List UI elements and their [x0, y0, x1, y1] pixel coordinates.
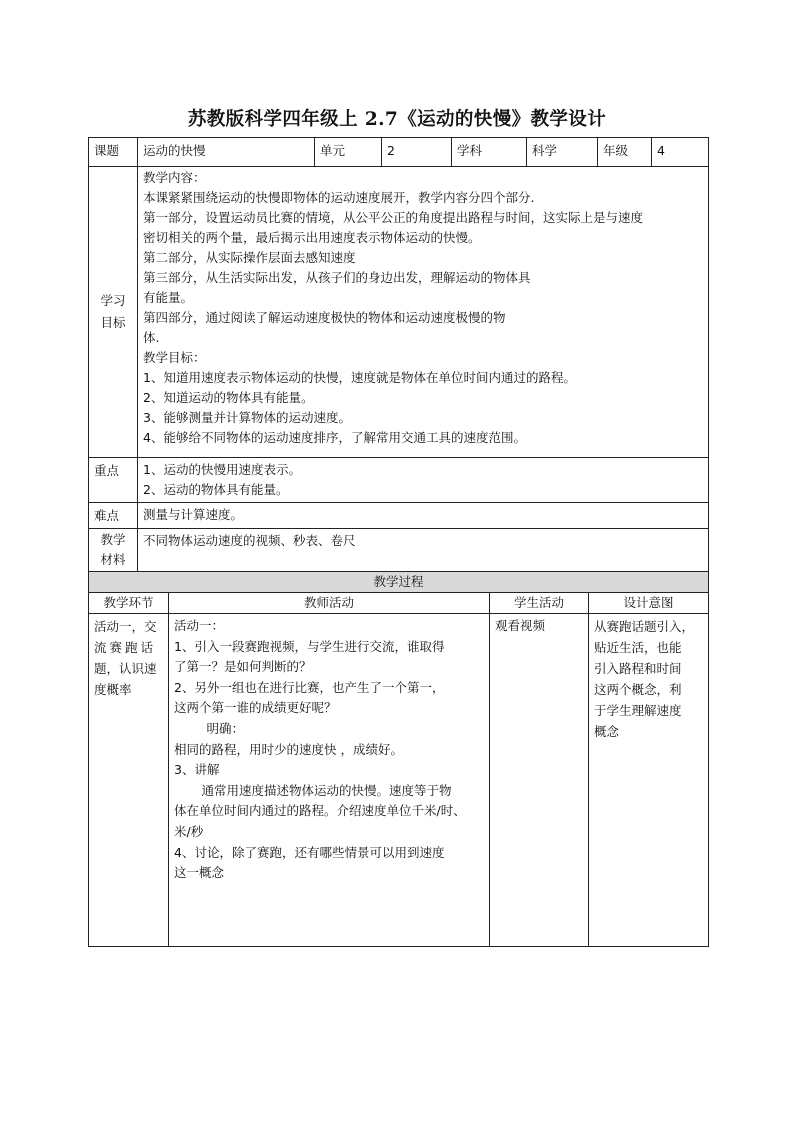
subject-label: 学科 — [452, 138, 527, 167]
design-intent-cell: 从赛跑话题引入， 贴近生活，也能 引入路程和时间 这两个概念，利 于学生理解速度 概念 — [589, 614, 709, 947]
stage-cell: 活动一，交 流赛跑话 题，认识速 度概率 — [89, 614, 169, 947]
materials-value: 不同物体运动速度的视频、秒表、卷尺 — [138, 529, 709, 572]
topic-value: 运动的快慢 — [138, 138, 315, 167]
key-points-content — [138, 458, 709, 503]
column-header-stage: 教学环节 — [89, 593, 169, 614]
objectives-line: 体. — [143, 330, 160, 345]
objectives-line: 4、能够给不同物体的运动速度排序，了解常用交通工具的速度范围。 — [143, 430, 526, 445]
difficulty-label: 难点 — [89, 503, 138, 529]
difficulty-value: 测量与计算速度。 — [138, 503, 709, 529]
difficulty-row — [89, 503, 709, 529]
objectives-line: 3、能够测量并计算物体的运动速度。 — [143, 410, 351, 425]
key-point-line: 1、运动的快慢用速度表示。 — [143, 462, 301, 477]
materials-row — [89, 529, 709, 572]
objectives-row — [89, 167, 709, 458]
objectives-line: 教学内容： — [143, 170, 206, 185]
student-activity-cell: 观看视频 — [490, 614, 589, 947]
objectives-label: 学习 目标 — [89, 167, 138, 458]
lesson-plan-table — [88, 137, 709, 572]
unit-value: 2 — [382, 138, 452, 167]
document-title: 苏教版科学四年级上 2.7《运动的快慢》教学设计 — [187, 109, 607, 130]
objectives-line: 第四部分，通过阅读了解运动速度极快的物体和运动速度极慢的物 — [143, 310, 506, 325]
activity-one-row — [89, 614, 709, 947]
key-points-label: 重点 — [89, 458, 138, 503]
key-point-line: 2、运动的物体具有能量。 — [143, 482, 289, 497]
objectives-line: 第三部分，从生活实际出发，从孩子们的身边出发，理解运动的物体具 — [143, 270, 531, 285]
column-header-teacher: 教师活动 — [169, 593, 490, 614]
info-row — [89, 138, 709, 167]
process-column-headers — [89, 593, 709, 614]
process-header-row — [89, 572, 709, 593]
objectives-line: 1、知道用速度表示物体运动的快慢，速度就是物体在单位时间内通过的路程。 — [143, 370, 576, 385]
grade-value: 4 — [652, 138, 709, 167]
objectives-line: 密切相关的两个量，最后揭示出用速度表示物体运动的快慢。 — [143, 230, 481, 245]
teaching-process-table — [88, 571, 709, 947]
materials-label: 教学 材料 — [89, 529, 138, 572]
objectives-line: 本课紧紧围绕运动的快慢即物体的运动速度展开，教学内容分四个部分. — [143, 190, 535, 205]
objectives-line: 第一部分，设置运动员比赛的情境，从公平公正的角度提出路程与时间，这实际上是与速度 — [143, 210, 644, 225]
objectives-line: 2、知道运动的物体具有能量。 — [143, 390, 314, 405]
grade-label: 年级 — [598, 138, 652, 167]
objectives-content — [138, 167, 709, 458]
topic-label: 课题 — [89, 138, 138, 167]
objectives-line: 教学目标： — [143, 350, 206, 365]
teacher-activity-cell: 活动一： 1、引入一段赛跑视频，与学生进行交流，谁取得 了第一？是如何判断的？ 2、另外一组也在进行比赛，也产生了一个第一， 这两个第一谁的成绩更好呢？ 明确： 相同的路程，用时少的速度快 ，成绩好。 3、讲解 通常用速度描述物体运动的快慢。速度等于物 体在单位时间内通过的路程。介绍速度单位千米/时、 米/秒 4、讨论，除了赛跑，还有哪些情景可以用到速度 这一概念 — [169, 614, 490, 947]
objectives-line: 有能量。 — [143, 290, 194, 305]
process-header: 教学过程 — [89, 572, 709, 593]
unit-label: 单元 — [315, 138, 382, 167]
key-points-row — [89, 458, 709, 503]
column-header-intent: 设计意图 — [589, 593, 709, 614]
column-header-student: 学生活动 — [490, 593, 589, 614]
objectives-line: 第二部分，从实际操作层面去感知速度 — [143, 250, 356, 265]
subject-value: 科学 — [527, 138, 598, 167]
